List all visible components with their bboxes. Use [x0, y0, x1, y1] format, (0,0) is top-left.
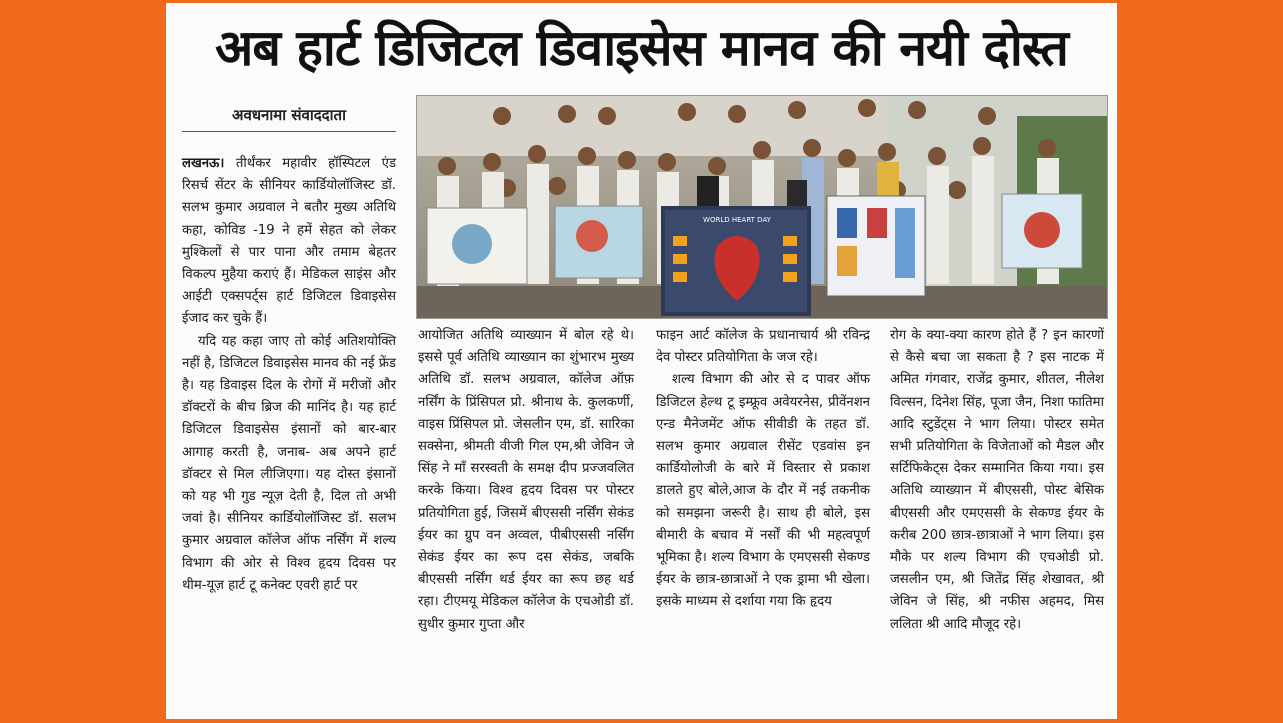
headline: अब हार्ट डिजिटल डिवाइसेस मानव की नयी दोस्त [215, 19, 1068, 77]
group-photo-illustration [417, 96, 1107, 318]
column-1-paragraph-2: यदि यह कहा जाए तो कोई अतिशयोक्ति नहीं है, डिजिटल डिवाइसेस मानव की नई फ्रेंड है। यह डिवाइस दिल के रोगों में मरीजों और डॉक्टरों के बीच ब्रिज की मानिंद है। यह हार्ट डिजिटल डिवाइसेस इंसानों को बार-बार आगाह करती है, जनाब- अब अपने हार्ट डॉक्टर से मिल लीजिएगा। यह दोस्त इंसानों को यह भी गुड न्यूज़ देती है, दिल तो अभी जवां है। सीनियर कार्डियोलॉजिस्ट डॉ. सलभ कुमार अग्रवाल कॉलेज ऑफ नर्सिंग में शल्य विभाग की ओर से विश्व हृदय दिवस पर थीम-यूज़ हार्ट टू कनेक्ट एवरी हार्ट पर [182, 333, 396, 593]
column-3 [656, 325, 870, 614]
news-photo [416, 95, 1108, 319]
column-2-paragraph-1: आयोजित अतिथि व्याख्यान में बोल रहे थे। इससे पूर्व अतिथि व्याख्यान का शुंभारभ मुख्य अतिथि डॉ. सलभ अग्रवाल, कॉलेज ऑफ़ नर्सिंग के प्रिंसिपल प्रो. श्रीनाथ के. कुलकर्णी, वाइस प्रिंसिपल प्रो. जेसलीन एम, डॉ. सारिका सक्सेना, श्रीमती वीजी गिल एम,श्री जेविन जे सिंह ने माँ सरस्वती के समक्ष दीप प्रज्जवलित करके किया। विश्व हृदय दिवस पर पोस्टर प्रतियोगिता हुई, जिसमें बीएससी नर्सिंग सेकंड ईयर का ग्रुप वन अव्वल, पीबीएससी नर्सिंग सेकंड ईयर का रूप दस सेकंड, जबकि बीएससी नर्सिंग थर्ड ईयर का रूप छह थर्ड रहा। टीएमयू मेडिकल कॉलेज के एचओडी डॉ. सुधीर कुमार गुप्ता और [418, 328, 634, 632]
column-4 [890, 325, 1104, 636]
dateline: लखनऊ। [182, 156, 225, 171]
column-2 [418, 325, 634, 636]
poster-caption: WORLD HEART DAY [703, 216, 771, 224]
column-1 [182, 153, 396, 597]
column-1-paragraph-1: तीर्थंकर महावीर हॉस्पिटल एंड रिसर्च सेंटर के सीनियर कार्डियोलॉजिस्ट डॉ. सलभ कुमार अग्रवाल ने बतौर मुख्य अतिथि कहा, कोविड -19 ने हमें सेहत को लेकर मुश्किलों से पार पाना और तमाम बेहतर विकल्प मुहैया कराएं हैं। मेडिकल साइंस और आईटी एक्सपर्ट्स हार्ट डिजिटल डिवाइसेस ईजाद कर चुके हैं। [182, 156, 396, 327]
column-3-paragraph-1: फाइन आर्ट कॉलेज के प्रधानाचार्य श्री रविन्द्र देव पोस्टर प्रतियोगिता के जज रहे। [656, 328, 870, 366]
byline-block [182, 101, 396, 132]
column-4-paragraph-1: रोग के क्या-क्या कारण होते हैं ? इन कारणों से कैसे बचा जा सकता है ? इस नाटक में अमित गंगवार, राजेंद्र कुमार, शीतल, नीलेश विल्सन, दिनेश सिंह, पूजा जैन, निशा फातिमा आदि स्टुडेंट्स ने भाग लिया। पोस्टर समेत सभी प्रतियोगिता के विजेताओं को मैडल और सर्टिफिकेट्स देकर सम्मानित किया गया। इस अतिथि व्याख्यान में बीएससी, पोस्ट बेसिक बीएससी और एमएससी के सेकण्ड ईयर के करीब 200 छात्र-छात्राओं ने भाग लिया। इस मौके पर शल्य विभाग की एचओडी प्रो. जसलीन एम, श्री जितेंद्र सिंह शेखावत, श्री जेविन जे सिंह, श्री नफीस अहमद, मिस ललिता श्री आदि मौजूद रहे। [890, 328, 1104, 632]
newspaper-clipping [166, 3, 1117, 719]
byline: अवधनामा संवाददाता [182, 101, 396, 132]
column-3-paragraph-2: शल्य विभाग की ओर से द पावर ऑफ डिजिटल हेल्थ टू इम्फ्रूव अवेयरनेस, प्रीवेंनशन एन्ड मैनेजमेंट ऑफ सीवीडी के तहत डॉ. सलभ कुमार अग्रवाल रीसेंट एडवांस इन कार्डियोलोजी के बारे में विस्तार से प्रकाश डालते हुए बोले,आज के दौर में नई तकनीक को समझना जरूरी है। साथ ही बोले, इस बीमारी के बचाव में नर्सों की भी महत्वपूर्ण भूमिका है। शल्य विभाग के एमएससी सेकण्ड ईयर के छात्र-छात्राओं ने एक ड्रामा भी खेला। इसके माध्यम से दर्शाया गया कि हृदय [656, 372, 870, 610]
